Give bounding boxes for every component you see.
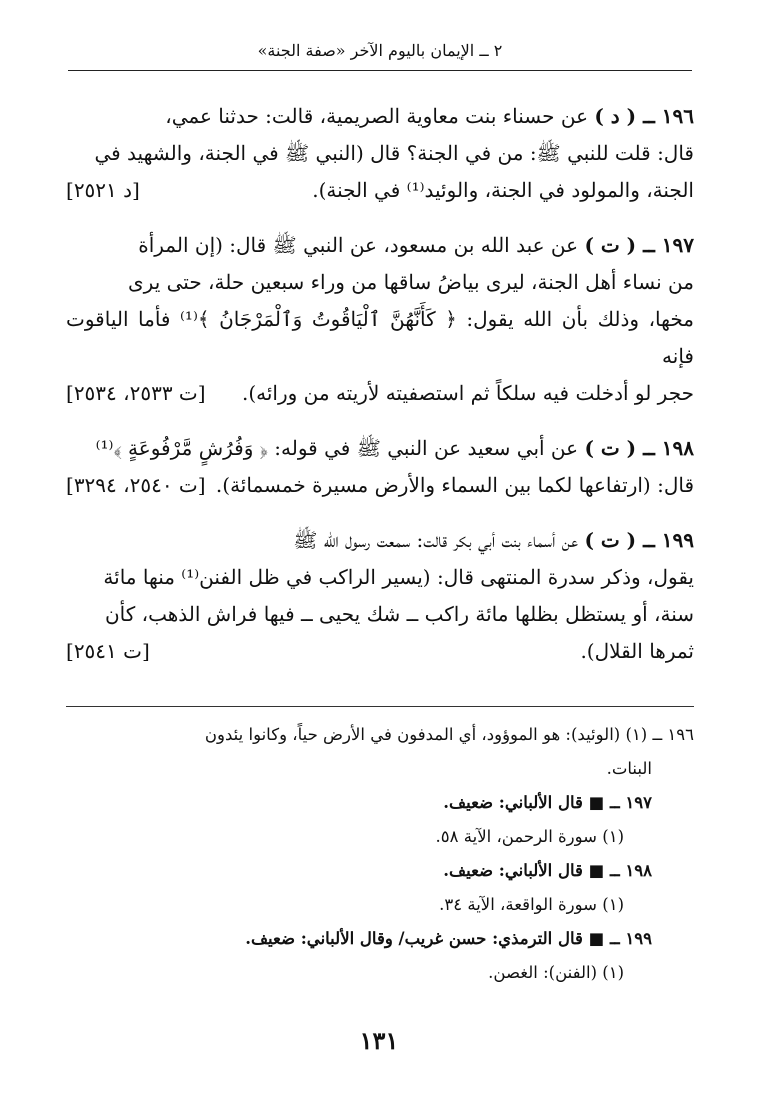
footnote: ١٩٨ ــ ■ قال الألباني: ضعيف. xyxy=(443,861,652,880)
hadith-198 xyxy=(66,430,694,504)
footnote: ١٩٩ ــ ■ قال الترمذي: حسن غريب/ وقال الألباني: ضعيف. xyxy=(245,929,652,948)
footnote-divider xyxy=(66,706,694,707)
hadith-reference: [د ٢٥٢١] xyxy=(66,178,140,202)
footnotes xyxy=(66,718,694,990)
hadith-line: سنة، أو يستظل بظلها مائة راكب ــ شك يحيى ــ فيها فراش الذهب، كأن xyxy=(104,602,694,626)
hadith-number: ١٩٨ ــ ( ت ) xyxy=(584,436,694,460)
hadith-196 xyxy=(66,98,694,209)
footnote: البنات. xyxy=(606,759,652,778)
hadith-number: ١٩٩ ــ ( ت ) xyxy=(584,528,694,552)
page-number: ١٣١ xyxy=(359,1026,399,1055)
hadith-line: عن أسماء بنت أبي بكر قالت: سمعت رسول الله ﷺ xyxy=(293,528,579,552)
hadith-line: الجنة، والمولود في الجنة، والوئيد⁽¹⁾ في الجنة). xyxy=(312,178,694,202)
hadith-list xyxy=(66,98,694,688)
hadith-line: قال: (ارتفاعها لكما بين السماء والأرض مسيرة خمسمائة). xyxy=(215,473,694,497)
hadith-line: عن أبي سعيد عن النبي ﷺ في قوله: ﴿ وَفُرُشٍ مَّرْفُوعَةٍ ﴾⁽¹⁾ xyxy=(95,436,579,460)
running-header: ٢ ــ الإيمان باليوم الآخر «صفة الجنة» xyxy=(257,41,503,60)
hadith-line: حجر لو أدخلت فيه سلكاً ثم استصفيته لأريته من ورائه). xyxy=(241,381,694,405)
hadith-line: عن عبد الله بن مسعود، عن النبي ﷺ قال: (إن المرأة xyxy=(138,233,579,257)
hadith-reference: [ت ٢٥٣٣، ٢٥٣٤] xyxy=(66,381,206,405)
footnote: ١٩٧ ــ ■ قال الألباني: ضعيف. xyxy=(443,793,652,812)
hadith-197 xyxy=(66,227,694,412)
hadith-line: قال: قلت للنبي ﷺ: من في الجنة؟ قال (النبي ﷺ في الجنة، والشهيد في xyxy=(94,141,694,165)
header-divider xyxy=(68,70,692,71)
hadith-number: ١٩٦ ــ ( د ) xyxy=(594,104,694,128)
footnote: (١) (الفنن): الغصن. xyxy=(488,963,624,982)
hadith-reference: [ت ٢٥٤١] xyxy=(66,639,150,663)
footnote: (١) سورة الواقعة، الآية ٣٤. xyxy=(439,895,624,914)
hadith-line: عن حسناء بنت معاوية الصريمية، قالت: حدثنا عمي، xyxy=(165,104,588,128)
hadith-line: ثمرها القلال). xyxy=(580,639,694,663)
hadith-199 xyxy=(66,522,694,670)
hadith-line: يقول، وذكر سدرة المنتهى قال: (يسير الراكب في ظل الفنن⁽¹⁾ منها مائة xyxy=(103,565,694,589)
hadith-number: ١٩٧ ــ ( ت ) xyxy=(584,233,694,257)
footnote: ١٩٦ ــ (١) (الوئيد): هو الموؤود، أي المدفون في الأرض حياً، وكانوا يئدون xyxy=(204,725,694,744)
footnote: (١) سورة الرحمن، الآية ٥٨. xyxy=(435,827,624,846)
hadith-line: من نساء أهل الجنة، ليرى بياضُ ساقها من وراء سبعين حلة، حتى يرى xyxy=(128,270,694,294)
hadith-reference: [ت ٢٥٤٠، ٣٢٩٤] xyxy=(66,473,206,497)
hadith-line: مخها، وذلك بأن الله يقول: ﴿ كَأَنَّهُنَّ ٱلْيَاقُوتُ وَٱلْمَرْجَانُ ﴾⁽¹⁾ فأما الياقوت فإنه xyxy=(66,307,694,368)
